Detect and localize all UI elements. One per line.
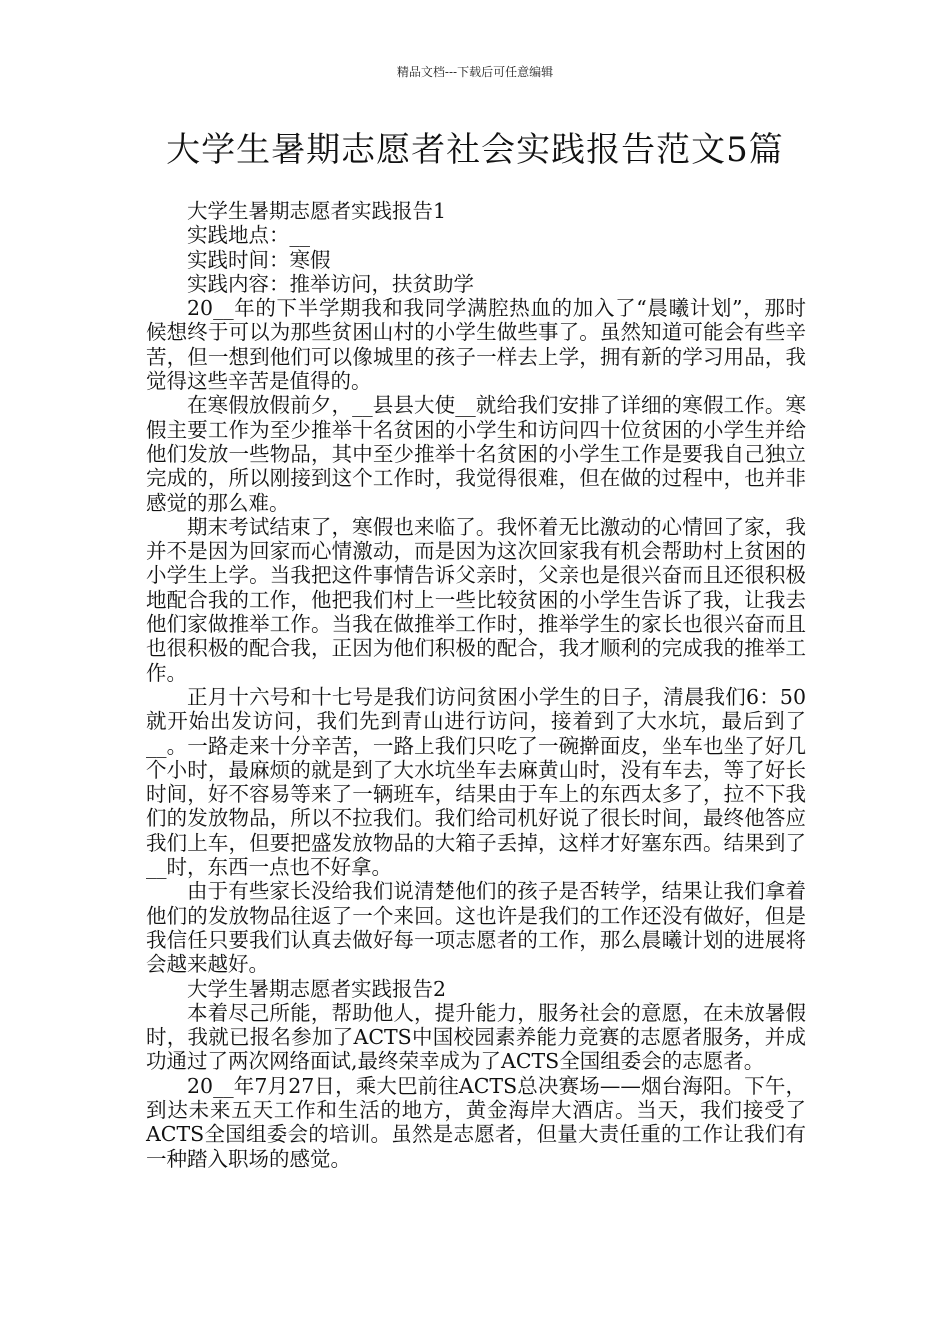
report2-heading: 大学生暑期志愿者实践报告2 <box>187 976 447 1001</box>
document-body <box>146 199 806 1171</box>
report1-paragraph: 在寒假放假前夕，__县县大使__就给我们安排了详细的寒假工作。寒假主要工作为至少推举十名贫困的小学生和访问四十位贫困的小学生并给他们发放一些物品，其中至少推举十名贫困的小学生工作是要我自己独立完成的，所以刚接到这个工作时，我觉得很难，但在做的过程中，也并非感觉的那么难。 <box>146 393 806 515</box>
document-title: 大学生暑期志愿者社会实践报告范文5篇 <box>166 130 784 170</box>
report1-content: 实践内容：推举访问，扶贫助学 <box>187 271 474 296</box>
report1-paragraph: 20__年的下半学期我和我同学满腔热血的加入了“晨曦计划”，那时候想终于可以为那些贫困山村的小学生做些事了。虽然知道可能会有些辛苦，但一想到他们可以像城里的孩子一样去上学，拥有新的学习用品，我觉得这些辛苦是值得的。 <box>146 296 806 394</box>
report2-paragraph: 20__年7月27日，乘大巴前往ACTS总决赛场——烟台海阳。下午，到达未来五天工作和生活的地方，黄金海岸大酒店。当天，我们接受了ACTS全国组委会的培训。虽然是志愿者，但量大责任重的工作让我们有一种踏入职场的感觉。 <box>146 1073 806 1171</box>
report1-paragraph: 期末考试结束了，寒假也来临了。我怀着无比激动的心情回了家，我并不是因为回家而心情激动，而是因为这次回家我有机会帮助村上贫困的小学生上学。当我把这件事情告诉父亲时，父亲也是很兴奋而且还很积极地配合我的工作，他把我们村上一些比较贫困的小学生告诉了我，让我去他们家做推举工作。当我在做推举工作时，推举学生的家长也很兴奋而且也很积极的配合我，正因为他们积极的配合，我才顺利的完成我的推举工作。 <box>146 514 806 685</box>
report1-paragraph: 由于有些家长没给我们说清楚他们的孩子是否转学，结果让我们拿着他们的发放物品往返了一个来回。这也许是我们的工作还没有做好，但是我信任只要我们认真去做好每一项志愿者的工作，那么晨曦计划的进展将会越来越好。 <box>146 879 806 977</box>
page-header: 精品文档---下载后可任意编辑 <box>396 65 554 79</box>
report1-location: 实践地点：__ <box>187 223 310 248</box>
report1-heading: 大学生暑期志愿者实践报告1 <box>187 199 447 223</box>
report1-time: 实践时间：寒假 <box>187 247 331 272</box>
report2-paragraph: 本着尽己所能，帮助他人，提升能力，服务社会的意愿，在未放暑假时，我就已报名参加了ACTS中国校园素养能力竞赛的志愿者服务，并成功通过了两次网络面试,最终荣幸成为了ACTS全国组委会的志愿者。 <box>146 1000 806 1074</box>
report1-paragraph: 正月十六号和十七号是我们访问贫困小学生的日子，清晨我们6：50就开始出发访问，我们先到青山进行访问，接着到了大水坑，最后到了__。一路走来十分辛苦，一路上我们只吃了一碗擀面皮，坐车也坐了好几个小时，最麻烦的就是到了大水坑坐车去麻黄山时，没有车去，等了好长时间，好不容易等来了一辆班车，结果由于车上的东西太多了，拉不下我们的发放物品，所以不拉我们。我们给司机好说了很长时间，最终他答应我们上车，但要把盛发放物品的大箱子丢掉，这样才好塞东西。结果到了__时，东西一点也不好拿。 <box>146 684 806 880</box>
